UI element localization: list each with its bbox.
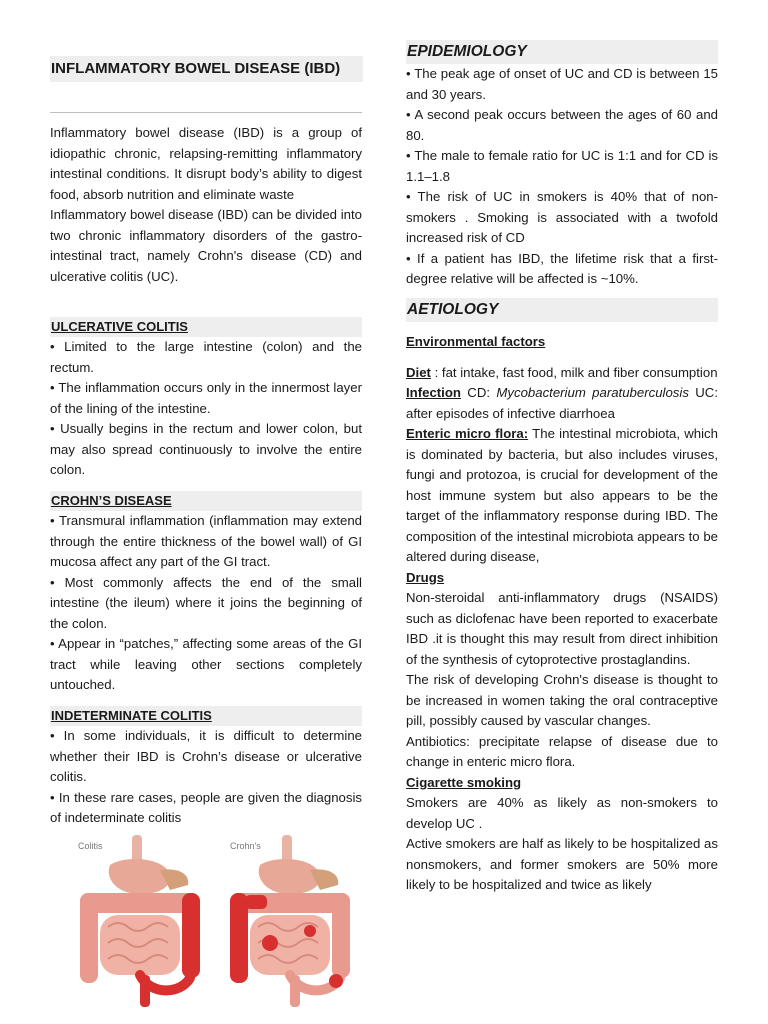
ic-bullet: • In some individuals, it is difficult to determine whether their IBD is Crohn’s disease or ulcerative colitis.: [50, 728, 362, 784]
cd-bullet: • Appear in “patches,” affecting some areas of the GI tract while leaving other sections completely untouched.: [50, 636, 362, 692]
ic-bullet: • In these rare cases, people are given the diagnosis of indeterminate colitis: [50, 789, 362, 825]
infection-organism: Mycobacterium paratuberculosis: [496, 385, 689, 400]
drugs-paragraph: The risk of developing Crohn's disease is thought to be increased in women taking the oral contraceptive pill, possibly caused by vascular changes.: [406, 672, 718, 728]
cd-bullet: • Transmural inflammation (inflammation may extend through the entire thickness of the bowel wall) of GI mucosa affect any part of the GI tract.: [50, 513, 362, 569]
drugs-paragraph: Antibiotics: precipitate relapse of disease due to change in enteric micro flora.: [406, 733, 718, 769]
ibd-illustration: [70, 835, 360, 1010]
enteric-text: The intestinal microbiota, which is dominated by bacteria, but also includes viruses, fungi and protozoa, is crucial for development of the host immune system but also appears to be the target of the inflammatory response during IBD. The composition of the intestinal microbiota appears to be altered during disease,: [406, 426, 718, 564]
uc-bullet: • Usually begins in the rectum and lower colon, but may also spread continuously to involve the entire colon.: [50, 421, 362, 477]
ic-section: [50, 706, 362, 829]
infection-pre: CD:: [460, 385, 497, 400]
epidemiology-bullet: • The male to female ratio for UC is 1:1 and for CD is 1.1–1.8: [406, 148, 718, 184]
aetiology-heading: AETIOLOGY: [406, 298, 718, 322]
infection-post: UC: after episodes of infective diarrhoea: [406, 385, 718, 421]
smoking-paragraph: Smokers are 40% as likely as non-smokers to develop UC .: [406, 795, 718, 831]
epidemiology-bullet: • The peak age of onset of UC and CD is between 15 and 30 years.: [406, 66, 718, 102]
intro-paragraph: Inflammatory bowel disease (IBD) can be divided into two chronic inflammatory disorders of the gastro-intestinal tract, namely Crohn's disease (CD) and ulcerative colitis (UC).: [50, 207, 362, 284]
enteric-label: Enteric micro flora:: [406, 426, 529, 441]
epidemiology-heading: EPIDEMIOLOGY: [406, 40, 718, 64]
page-title: INFLAMMATORY BOWEL DISEASE (IBD): [50, 56, 363, 82]
ic-heading: INDETERMINATE COLITIS: [50, 706, 362, 726]
illustration-label-right: Crohn's: [230, 841, 261, 851]
uc-heading: ULCERATIVE COLITIS: [50, 317, 362, 337]
environmental-factors-heading: Environmental factors: [406, 334, 546, 349]
uc-bullet: • Limited to the large intestine (colon) and the rectum.: [50, 339, 362, 375]
intro-section: [50, 123, 362, 287]
epidemiology-bullet: • If a patient has IBD, the lifetime risk that a first-degree relative will be affected is ~10%.: [406, 250, 718, 286]
illustration-label-left: Colitis: [78, 841, 103, 851]
cd-section: [50, 491, 362, 696]
epidemiology-bullet: • The risk of UC in smokers is 40% that of non-smokers . Smoking is associated with a twofold increased risk of CD: [406, 189, 718, 245]
epidemiology-bullet: • A second peak occurs between the ages of 60 and 80.: [406, 107, 718, 143]
title-divider: [50, 112, 362, 113]
infection-label: Infection: [406, 385, 461, 400]
epidemiology-section: [406, 40, 718, 290]
crohns-figure: [230, 835, 350, 1007]
smoking-heading: Cigarette smoking: [406, 774, 522, 790]
smoking-paragraph: Active smokers are half as likely to be hospitalized as nonsmokers, and former smokers are 50% more likely to be hospitalized and twice as likely: [406, 836, 718, 892]
cd-heading: CROHN’S DISEASE: [50, 491, 362, 511]
aetiology-section: [406, 298, 718, 896]
digestive-tract-diagram: [70, 835, 360, 1010]
drugs-heading: Drugs: [406, 569, 445, 585]
infection-paragraph: [406, 383, 718, 424]
diet-label: Diet: [406, 364, 431, 380]
cd-bullet: • Most commonly affects the end of the small intestine (the ileum) where it joins the beginning of the colon.: [50, 574, 362, 631]
enteric-paragraph: [406, 424, 718, 568]
diet-text: : fat intake, fast food, milk and fiber consumption: [430, 364, 718, 380]
uc-bullet: • The inflammation occurs only in the innermost layer of the lining of the intestine.: [50, 380, 362, 416]
colitis-figure: [80, 835, 200, 1007]
diet-paragraph: [406, 363, 718, 384]
intro-paragraph: Inflammatory bowel disease (IBD) is a group of idiopathic chronic, relapsing-remitting inflammatory intestinal conditions. It disrupt body’s ability to digest food, absorb nutrition and eliminate waste: [50, 125, 362, 202]
uc-section: [50, 317, 362, 481]
drugs-paragraph: Non-steroidal anti-inflammatory drugs (NSAIDS) such as diclofenac have been reported to exacerbate IBD .it is thought this may result from direct inhibition of the synthesis of cytoprotective prostaglandins.: [406, 590, 718, 667]
